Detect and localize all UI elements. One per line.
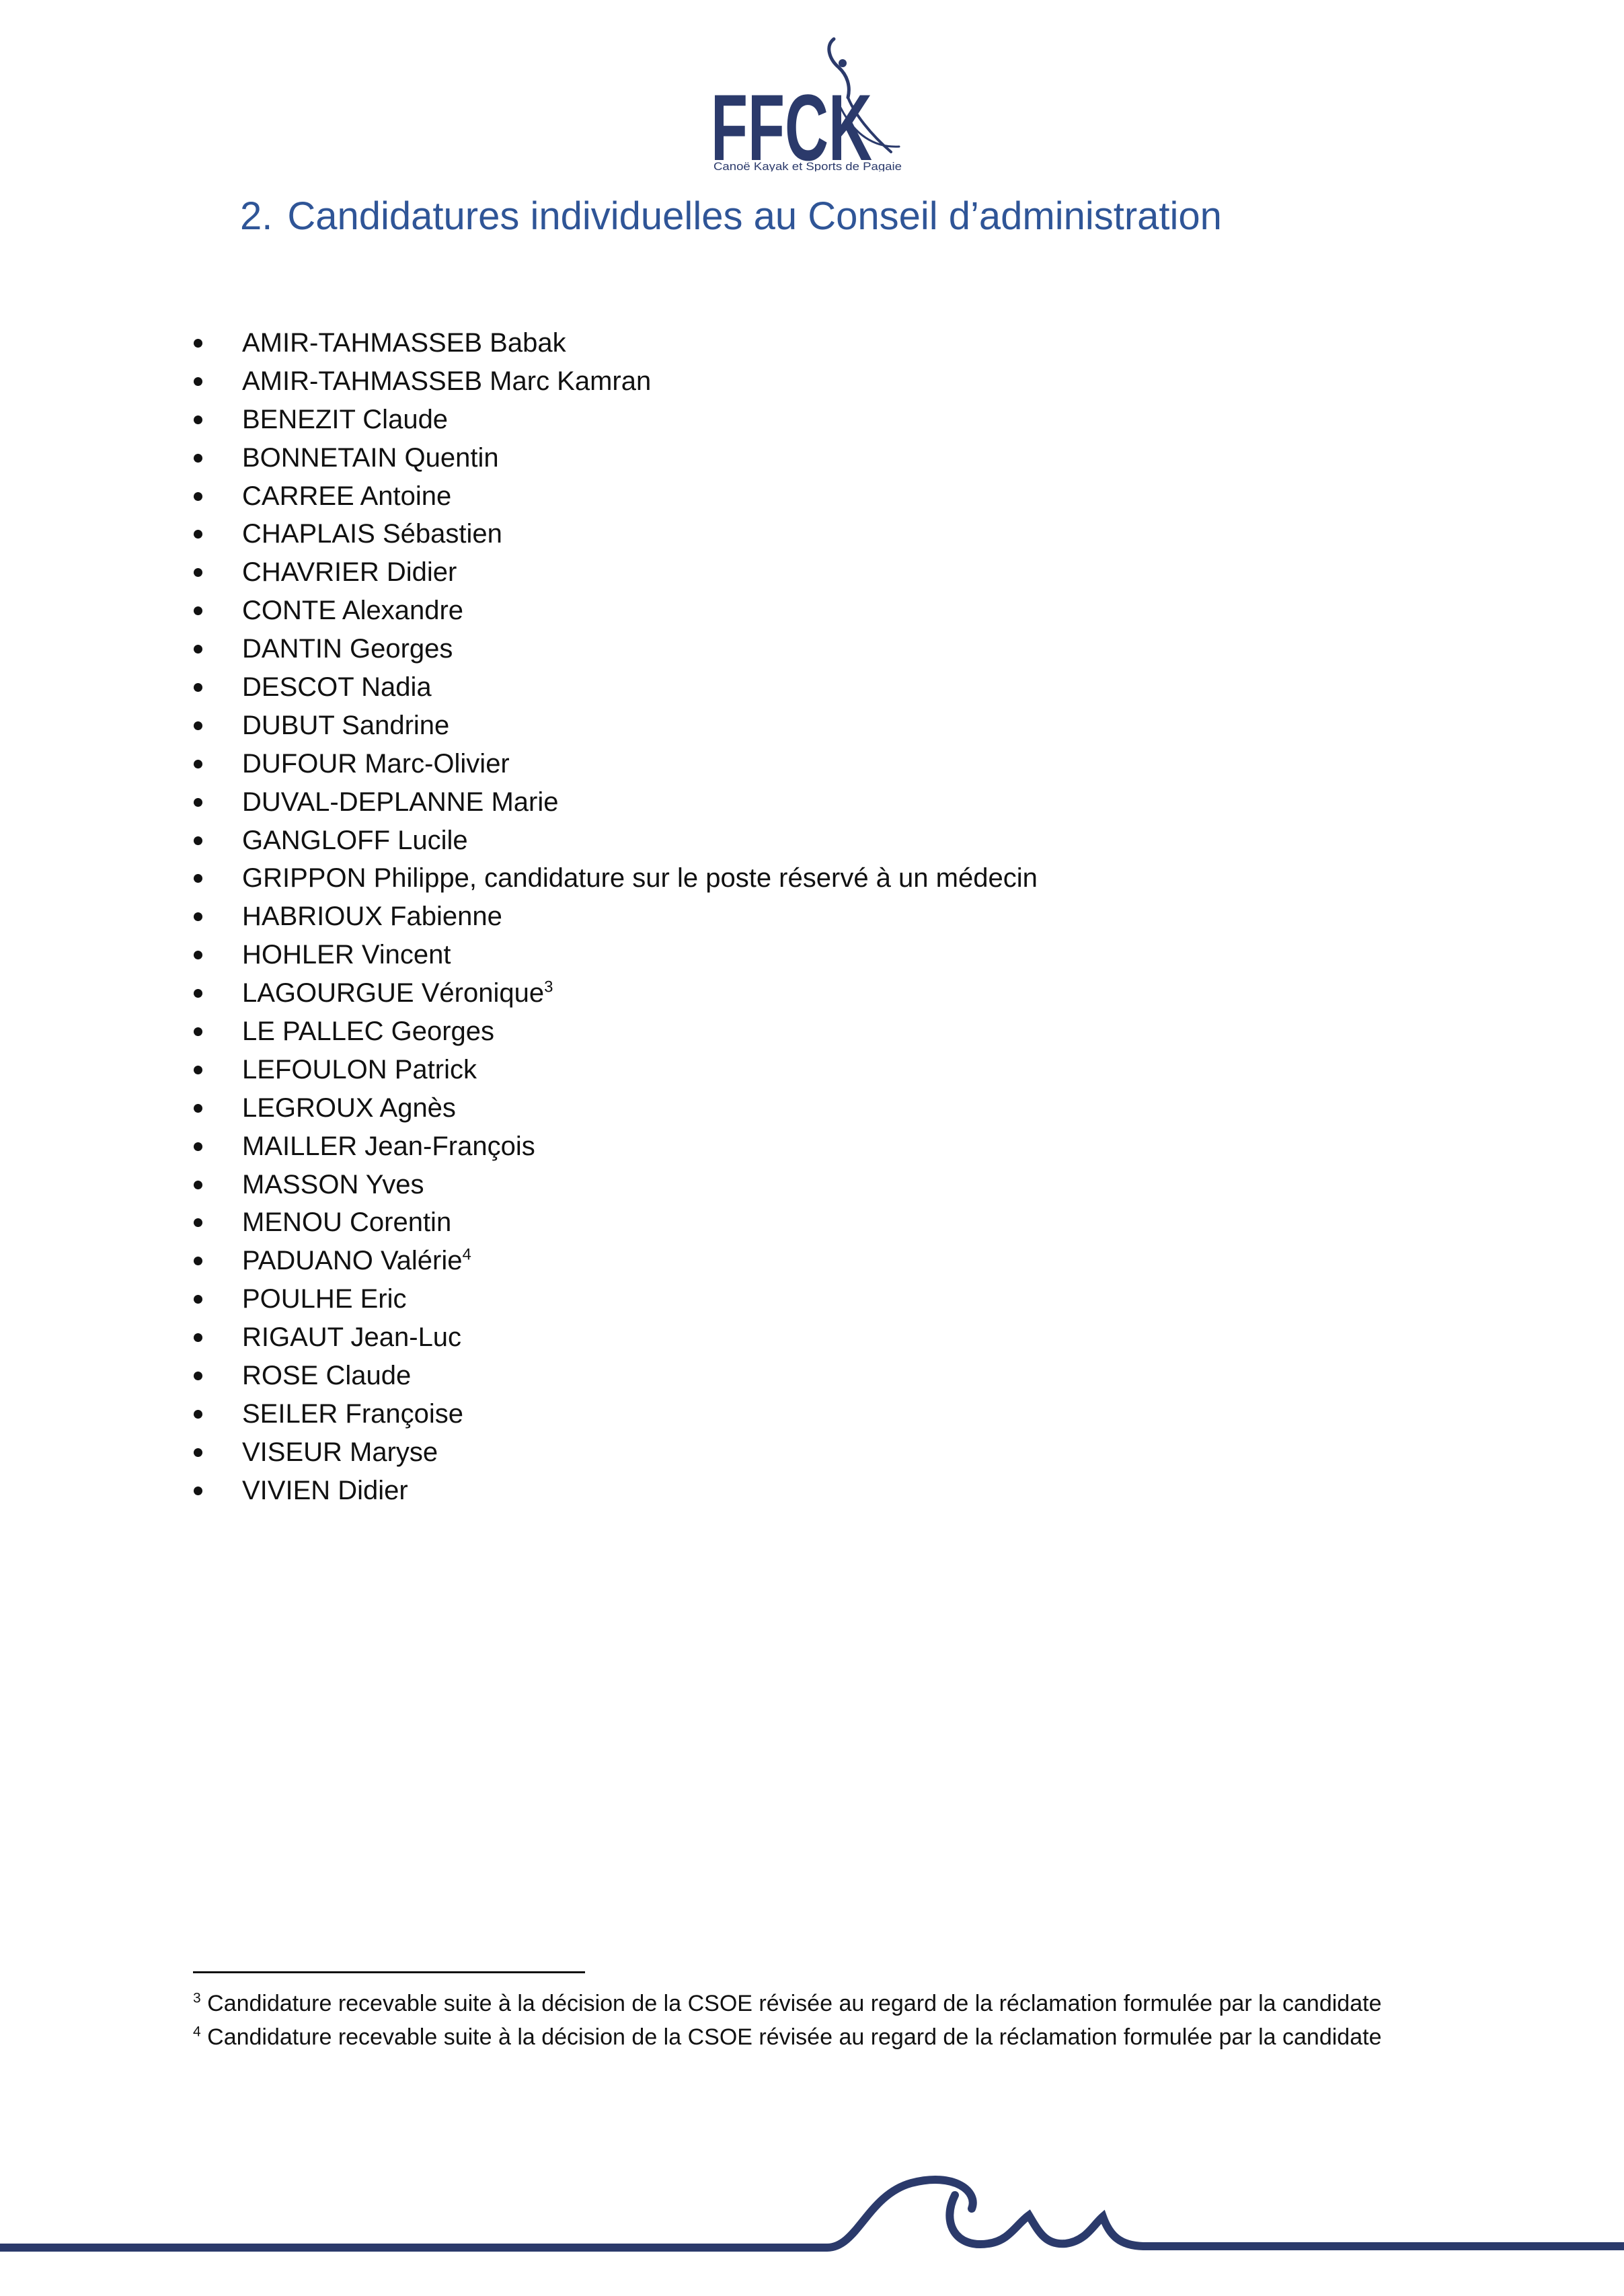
candidate-item — [0, 1433, 1624, 1472]
candidate-item — [0, 936, 1624, 974]
bullet-icon — [194, 1027, 202, 1036]
bullet-icon — [194, 1181, 202, 1189]
candidate-item — [0, 401, 1624, 439]
candidate-name: DUFOUR Marc-Olivier — [242, 748, 510, 779]
candidate-name: VISEUR Maryse — [242, 1437, 438, 1467]
bullet-icon — [194, 645, 202, 654]
candidate-item — [0, 324, 1624, 362]
bullet-icon — [194, 1487, 202, 1495]
bullet-icon — [194, 606, 202, 615]
bullet-icon — [194, 530, 202, 539]
bullet-icon — [194, 568, 202, 577]
candidate-item — [0, 515, 1624, 553]
footnote-mark: 4 — [193, 2024, 201, 2040]
bullet-icon — [194, 1257, 202, 1265]
bullet-icon — [194, 377, 202, 386]
bullet-icon — [194, 1066, 202, 1074]
candidate-name: CHAVRIER Didier — [242, 557, 457, 588]
candidate-name: CONTE Alexandre — [242, 596, 464, 626]
candidate-name: MENOU Corentin — [242, 1208, 452, 1238]
ffck-logo — [709, 34, 911, 171]
candidate-item — [0, 477, 1624, 516]
candidate-name: CHAPLAIS Sébastien — [242, 519, 502, 549]
footer-wave-decoration — [0, 2168, 1624, 2296]
bullet-icon — [194, 989, 202, 998]
bullet-icon — [194, 1218, 202, 1227]
candidate-item — [0, 745, 1624, 783]
candidate-name: SEILER Françoise — [242, 1398, 464, 1429]
candidate-item — [0, 822, 1624, 860]
candidate-name: DUBUT Sandrine — [242, 710, 450, 740]
bullet-icon — [194, 1410, 202, 1419]
candidate-name: MAILLER Jean-François — [242, 1131, 535, 1161]
bullet-icon — [194, 1333, 202, 1342]
candidate-name: DESCOT Nadia — [242, 672, 432, 703]
footnote-text: Candidature recevable suite à la décision de la CSOE révisée au regard de la réclamation formulée par la candidate — [207, 2024, 1382, 2050]
candidate-item — [0, 1395, 1624, 1433]
candidate-name: MASSON Yves — [242, 1169, 424, 1199]
bullet-icon — [194, 1448, 202, 1457]
candidate-item — [0, 1280, 1624, 1318]
bullet-icon — [194, 874, 202, 883]
footnote-text: Candidature recevable suite à la décision de la CSOE révisée au regard de la réclamation formulée par la candidate — [207, 1991, 1382, 2016]
bullet-icon — [194, 798, 202, 807]
candidate-item — [0, 707, 1624, 745]
candidate-name: LEGROUX Agnès — [242, 1093, 456, 1123]
candidate-item — [0, 1318, 1624, 1357]
bullet-icon — [194, 1142, 202, 1151]
bullet-icon — [194, 912, 202, 921]
candidate-name: DUVAL-DEPLANNE Marie — [242, 787, 559, 817]
candidate-item — [0, 859, 1624, 898]
candidate-name: LAGOURGUE Véronique$^3$ — [242, 978, 553, 1008]
candidate-name: LEFOULON Patrick — [242, 1054, 477, 1084]
footnote-reference: 3 — [544, 978, 553, 996]
candidate-item — [0, 974, 1624, 1013]
candidate-name: BENEZIT Claude — [242, 404, 449, 434]
section-title: Candidatures individuelles au Conseil d’administration — [287, 194, 1222, 238]
bullet-icon — [194, 492, 202, 501]
bullet-icon — [194, 1295, 202, 1304]
candidate-item — [0, 1051, 1624, 1089]
candidate-item — [0, 1472, 1624, 1510]
logo-acronym: FFCK — [711, 75, 872, 171]
footnote — [193, 1987, 1430, 2020]
candidate-name: AMIR-TAHMASSEB Marc Kamran — [242, 366, 652, 396]
bullet-icon — [194, 951, 202, 959]
candidate-name: LE PALLEC Georges — [242, 1017, 495, 1047]
candidate-name: CARREE Antoine — [242, 481, 452, 511]
candidate-name: HABRIOUX Fabienne — [242, 902, 502, 932]
candidate-item — [0, 362, 1624, 401]
section-heading — [240, 194, 1222, 239]
candidate-name: DANTIN Georges — [242, 634, 453, 664]
candidate-item — [0, 668, 1624, 707]
candidate-item — [0, 1127, 1624, 1166]
footnotes — [193, 1987, 1430, 2054]
bullet-icon — [194, 721, 202, 730]
bullet-icon — [194, 760, 202, 768]
footnote-mark: 3 — [193, 1990, 201, 2006]
logo-tagline: Canoë Kayak et Sports de Pagaie — [713, 160, 902, 171]
candidate-item — [0, 630, 1624, 668]
candidate-name: POULHE Eric — [242, 1284, 407, 1314]
candidate-item — [0, 898, 1624, 936]
candidate-name: ROSE Claude — [242, 1361, 412, 1391]
candidate-item — [0, 1203, 1624, 1242]
candidate-name: AMIR-TAHMASSEB Babak — [242, 328, 566, 358]
bullet-icon — [194, 1104, 202, 1113]
candidate-name: PADUANO Valérie$^4$ — [242, 1246, 471, 1276]
candidate-item — [0, 592, 1624, 630]
bullet-icon — [194, 415, 202, 424]
bullet-icon — [194, 454, 202, 463]
bullet-icon — [194, 683, 202, 692]
candidate-item — [0, 1013, 1624, 1051]
candidate-name: RIGAUT Jean-Luc — [242, 1322, 462, 1353]
footnote — [193, 2020, 1430, 2054]
candidate-item — [0, 783, 1624, 822]
bullet-icon — [194, 339, 202, 348]
candidate-name: GRIPPON Philippe, candidature sur le poste réservé à un médecin — [242, 863, 1038, 894]
candidate-item — [0, 1242, 1624, 1280]
candidate-item — [0, 439, 1624, 477]
candidate-item — [0, 553, 1624, 592]
section-number: 2. — [240, 194, 273, 238]
candidate-item — [0, 1166, 1624, 1204]
footnote-separator — [193, 1971, 585, 1973]
candidate-item — [0, 1089, 1624, 1127]
candidate-name: VIVIEN Didier — [242, 1475, 408, 1505]
candidate-list — [0, 324, 1624, 1510]
bullet-icon — [194, 836, 202, 845]
candidate-name: BONNETAIN Quentin — [242, 442, 499, 473]
footnote-reference: 4 — [462, 1246, 471, 1265]
candidate-name: HOHLER Vincent — [242, 940, 451, 970]
candidate-item — [0, 1357, 1624, 1395]
candidate-name: GANGLOFF Lucile — [242, 825, 468, 855]
bullet-icon — [194, 1372, 202, 1380]
